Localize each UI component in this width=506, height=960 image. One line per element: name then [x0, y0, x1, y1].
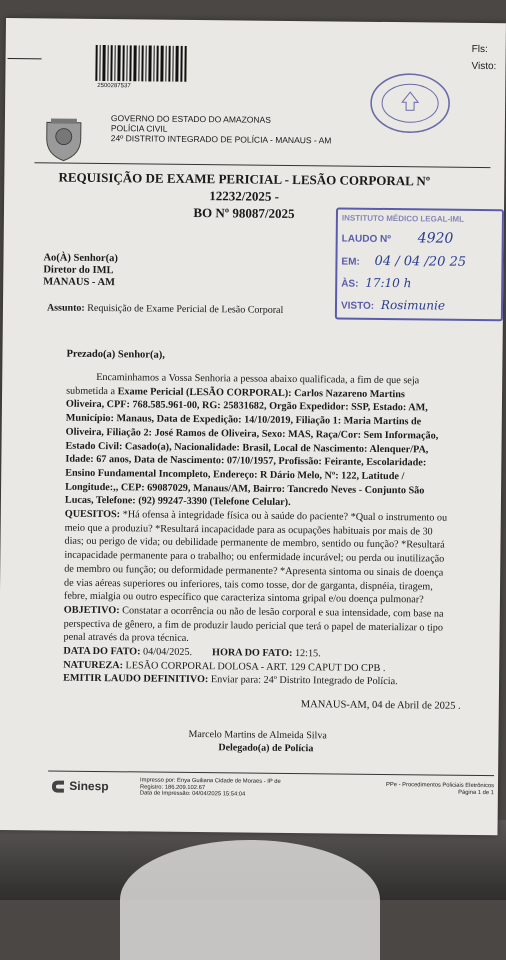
- gov-line: GOVERNO DO ESTADO DO AMAZONAS: [110, 113, 271, 125]
- quesitos-text: dias; ou perigo de vida; ou debilidade permanente de membro, sentido ou função? *Resultará: [64, 536, 445, 552]
- laudo-row: [342, 230, 454, 247]
- objetivo-text: perspectiva de gênero, a fim de produzir laudo pericial que terá o papel de materializar o tipo: [63, 618, 444, 634]
- print-info-line: Data de Impressão: 04/04/2025 15:54:04: [139, 790, 246, 798]
- header-divider: [34, 162, 490, 168]
- system-info: [366, 782, 494, 797]
- institution-header: [111, 113, 332, 145]
- person-data-line: Estado Civil: Casado(a), Nacionalidade: Brasil, Local de Nascimento: Alenquer/PA,: [65, 440, 429, 455]
- print-info-line: Impresso por: Enya Guiliana Cidade de Moraes - IP de: [139, 777, 281, 785]
- greeting: Prezado(a) Senhor(a),: [66, 348, 165, 361]
- addressee-line-2: Diretor do IML: [43, 264, 114, 277]
- fact-time-label: HORA DO FATO:: [211, 647, 293, 660]
- as-value: 17:10 h: [365, 275, 412, 291]
- side-labels: [471, 41, 496, 75]
- police-crest-icon: [42, 116, 84, 162]
- person-data-line: Idade: 67 anos, Data de Nascimento: 07/10/1957, Profissão: Feirante, Escolaridade:: [65, 453, 427, 469]
- person-data-line: Oliveira, CPF: 768.585.961-00, RG: 25831682, Orgão Expedidor: SSP, Estado: AM,: [65, 399, 428, 414]
- title-line-3: BO Nº 98087/2025: [193, 204, 295, 222]
- objetivo-text: penal através da prova técnica.: [63, 631, 189, 645]
- document-page: [0, 18, 506, 835]
- district-line: 24º DISTRITO INTEGRADO DE POLÍCIA - MANAUS - AM: [110, 133, 332, 146]
- title-line-1: REQUISIÇÃO DE EXAME PERICIAL - LESÃO CORPORAL Nº: [58, 169, 431, 189]
- quesitos-text: meio que a produziu? *Resultará incapacidade para as ocupações habituais por mais de 30: [64, 522, 433, 538]
- person-data-line: Município: Manaus, Data de Expedição: 14/10/2019, Filiação 1: Maria Martins de: [65, 412, 422, 428]
- barcode-icon: [93, 45, 189, 82]
- em-row: [341, 254, 466, 270]
- person-data-line: Longitude:,, CEP: 69087029, Manaus/AM, Bairro: Tancredo Neves - Conjunto São: [65, 481, 425, 497]
- barcode-number: 2500287537: [97, 82, 131, 90]
- person-data-line: Ensino Fundamental Incompleto, Endereço: R Dário Melo, Nº: 122, Latitude /: [65, 467, 405, 483]
- sinesp-logo: [50, 779, 124, 802]
- visto-label: Visto:: [471, 60, 497, 73]
- em-value: 04 / 04 /20 25: [374, 253, 467, 270]
- as-row: [341, 276, 411, 291]
- quesitos-label: QUESITOS:: [64, 508, 121, 521]
- body-line: Encaminhamos a Vossa Senhoria a pessoa abaixo qualificada, a fim de que seja: [96, 371, 420, 387]
- quesitos-text: *Há ofensa à integridade física ou à saúde do paciente? *Qual o instrumento ou: [120, 509, 448, 524]
- person-data-line: Oliveira, Filiação 2: José Ramos de Oliveira, Sexo: MAS, Raça/Cor: Sem Informação,: [65, 426, 439, 442]
- visto-signature: Rosimunie: [380, 297, 446, 313]
- signature-block: [188, 728, 327, 755]
- laudo-label: LAUDO Nº: [341, 233, 391, 246]
- exam-type: Exame Pericial (LESÃO CORPORAL): Carlos Nazareno Martins: [117, 385, 405, 400]
- quesitos-text: febre, mialgia ou outro específico que caracteriza sintoma gripal e/ou doença pulmonar?: [63, 590, 424, 606]
- sinesp-logo-text: Sinesp: [69, 778, 109, 794]
- document-body: [63, 371, 498, 691]
- print-info-line: Registro: 186.209.102.67: [139, 784, 206, 791]
- objetivo-label: OBJETIVO:: [63, 604, 120, 617]
- title-line-2: 12232/2025 -: [209, 188, 280, 204]
- quesitos-text: de membro ou função; ou deformidade permanente? *Apresenta sintoma ou sinais de doença: [64, 563, 444, 579]
- police-line: POLÍCIA CIVIL: [110, 123, 168, 134]
- police-seal-stamp: [369, 72, 452, 135]
- fact-time-value: 12:15.: [292, 648, 321, 660]
- emit-report-label: EMITIR LAUDO DEFINITIVO:: [63, 673, 209, 686]
- objetivo-text: Constatar a ocorrência ou não de lesão corporal e sua intensidade, com base na: [119, 605, 444, 620]
- footer-divider: [48, 770, 494, 776]
- subject-value: Requisição de Exame Pericial de Lesão Corporal: [87, 302, 284, 316]
- visto-row: [341, 298, 445, 313]
- fls-label: Fls:: [471, 43, 488, 56]
- addressee-block: [43, 252, 118, 289]
- addressee-line-3: MANAUS - AM: [43, 276, 116, 289]
- person-data-line: Lucas, Telefone: (92) 99247-3390 (Telefone Celular).: [64, 494, 291, 509]
- print-info: [140, 777, 281, 798]
- nature-value: LESÃO CORPORAL DOLOSA - ART. 129 CAPUT DO CPB .: [122, 660, 386, 674]
- nature-label: NATUREZA:: [63, 659, 124, 672]
- page-number: Página 1 de 1: [458, 789, 494, 796]
- iml-stamp-header: INSTITUTO MÉDICO LEGAL-IML: [341, 213, 465, 224]
- sinesp-logo-icon: [50, 779, 66, 795]
- fact-date-value: 04/04/2025.: [140, 646, 193, 659]
- subject-label: Assunto:: [46, 302, 85, 314]
- city-date: MANAUS-AM, 04 de Abril de 2025 .: [300, 699, 461, 712]
- signature-name: Marcelo Martins de Almeida Silva: [188, 728, 327, 742]
- body-text: submetida a: [66, 385, 118, 397]
- laudo-value: 4920: [417, 230, 454, 247]
- quesitos-text: de vias aéreas superiores ou inferiores, tais como tosse, dor de garganta, dispnéia, tiragem,: [64, 577, 433, 593]
- emit-report-value: Enviar para: 24º Distrito Integrado de Polícia.: [208, 674, 398, 688]
- as-label: ÀS:: [341, 278, 359, 290]
- em-label: EM:: [341, 256, 360, 268]
- signature-role: Delegado(a) de Polícia: [218, 742, 314, 755]
- subject-line: [47, 302, 283, 315]
- addressee-line-1: Ao(À) Senhor(a): [43, 252, 118, 265]
- visto-stamp-label: VISTO:: [340, 300, 375, 312]
- punch-mark: [8, 58, 42, 59]
- iml-receipt-stamp: [335, 207, 504, 321]
- quesitos-text: incapacidade permanente para o trabalho; ou enfermidade incurável; ou perda ou inutilização: [64, 549, 445, 565]
- system-name: PPe - Procedimentos Policiais Eletrônicos: [386, 782, 495, 790]
- fact-date-label: DATA DO FATO:: [63, 645, 141, 658]
- background-object: [120, 840, 380, 960]
